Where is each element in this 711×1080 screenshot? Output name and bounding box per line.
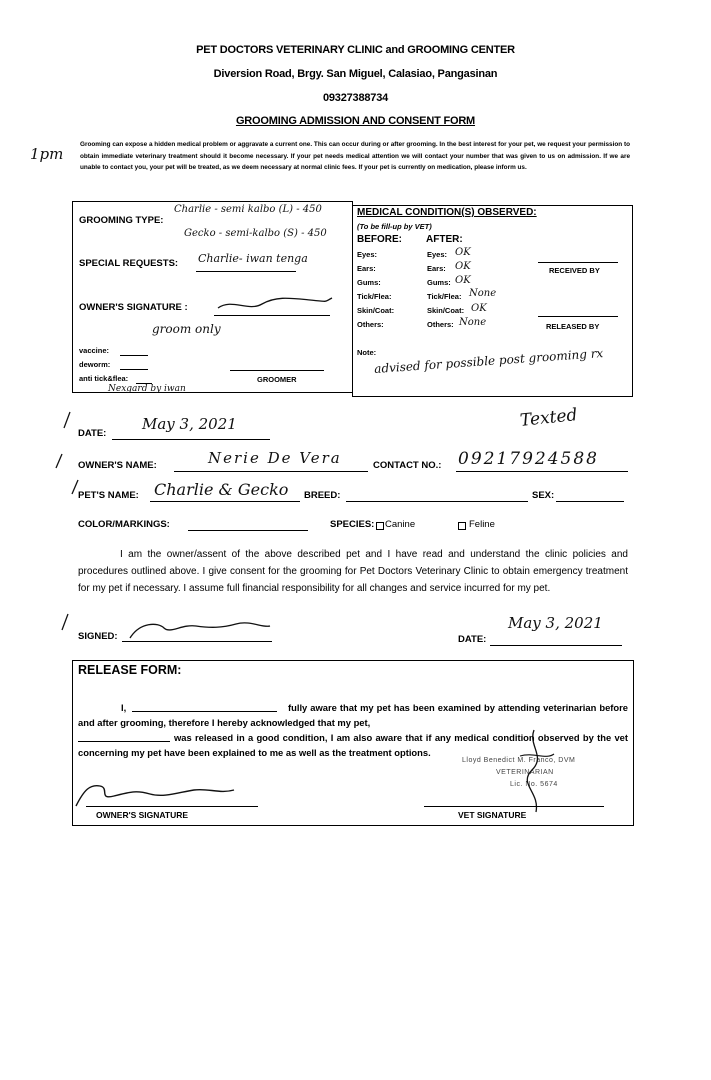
- texted-note: Texted: [519, 405, 579, 431]
- anti-tick-value: Nexgard by iwan: [108, 384, 186, 394]
- before-item-label: Ears:: [357, 264, 376, 273]
- color-line: [188, 530, 308, 531]
- note-value: advised for possible post grooming rx: [373, 346, 604, 376]
- before-item-label: Gums:: [357, 278, 381, 287]
- deworm-label: deworm:: [79, 360, 111, 369]
- date-label: DATE:: [78, 428, 107, 439]
- signed-label: SIGNED:: [78, 631, 118, 642]
- pet-name-label: PET'S NAME:: [78, 490, 139, 501]
- medical-row: [357, 317, 507, 334]
- after-item-label: Gums:: [427, 278, 451, 287]
- sex-line: [556, 501, 624, 502]
- after-item-label: Eyes:: [427, 250, 448, 259]
- owner-name-label: OWNER'S NAME:: [78, 460, 157, 471]
- release-title: RELEASE FORM:: [78, 663, 182, 677]
- contact-label: CONTACT NO.:: [373, 460, 442, 471]
- after-item-value: None: [459, 317, 487, 328]
- signed-date-line: [490, 645, 622, 646]
- special-requests-label: SPECIAL REQUESTS:: [79, 258, 179, 269]
- before-item-label: Eyes:: [357, 250, 378, 259]
- release-text-1: fully aware that my pet has been examined by attending veterinarian before and after grooming, therefore I hereby acknowledged that my pet,: [78, 702, 628, 728]
- pet-name-line: [150, 501, 300, 502]
- medical-rows: [357, 247, 507, 334]
- note-label: Note:: [357, 348, 377, 357]
- vet-release-label: VET SIGNATURE: [458, 810, 527, 820]
- release-i-label: I,: [121, 702, 127, 713]
- contact-value: 09217924588: [458, 449, 599, 469]
- after-item-value: OK: [455, 247, 471, 258]
- margin-tick-marks: [52, 402, 82, 632]
- groomer-label: GROOMER: [257, 375, 297, 384]
- clinic-address: Diversion Road, Brgy. San Miguel, Calasiao, Pangasinan: [213, 68, 498, 80]
- canine-label: Canine: [385, 519, 416, 530]
- received-by-line: [538, 262, 618, 263]
- owners-signature-line: [214, 315, 330, 316]
- after-item-label: Skin/Coat:: [427, 306, 465, 315]
- form-title: GROOMING ADMISSION AND CONSENT FORM: [235, 115, 476, 127]
- before-item-label: Tick/Flea:: [357, 292, 392, 301]
- intro-paragraph: Grooming can expose a hidden medical problem or aggravate a current one. This can occur during or after grooming. In the best interest for your pet, we request your permission to obtain immediate veterinary treatment should it become necessary. If your pet needs medical attention we will contact your number that was given to us on admission. If we are unable to contact you, your pet will be treated, as we deem necessary at normal clinic fees. If your pet is currently on medication, please inform us.: [80, 141, 630, 171]
- vet-signature: [510, 726, 560, 816]
- consent-paragraph: I am the owner/assent of the above described pet and I have read and understand the clinic policies and procedures outlined above. I give consent for the grooming for Pet Doctors Veterinary Clinic to obtain emergency treatment for my pet if necessary. I assume full financial responsibility for all changes and service incurred for my pet.: [78, 549, 628, 594]
- owner-name-line: [174, 471, 368, 472]
- special-requests-line: [196, 271, 296, 272]
- groomer-line: [230, 370, 324, 371]
- after-item-label: Ears:: [427, 264, 446, 273]
- medical-row: [357, 261, 507, 278]
- vaccine-line: [120, 355, 148, 356]
- after-item-value: None: [469, 288, 497, 299]
- medical-title: MEDICAL CONDITION(S) OBSERVED:: [357, 207, 537, 218]
- after-item-label: Others:: [427, 320, 454, 329]
- contact-line: [456, 471, 628, 472]
- after-item-label: Tick/Flea:: [427, 292, 462, 301]
- signed-date-value: May 3, 2021: [508, 614, 603, 632]
- after-item-value: OK: [455, 275, 471, 286]
- anti-tick-label: anti tick&flea:: [79, 374, 129, 383]
- owner-release-line: [86, 806, 258, 807]
- species-label: SPECIES:: [330, 519, 375, 530]
- margin-note: 1pm: [30, 145, 64, 163]
- pet-name-value: Charlie & Gecko: [154, 480, 289, 499]
- sex-label: SEX:: [532, 490, 555, 501]
- after-item-value: OK: [455, 261, 471, 272]
- feline-checkbox[interactable]: [458, 522, 466, 530]
- color-label: COLOR/MARKINGS:: [78, 519, 170, 530]
- signed-date-label: DATE:: [458, 634, 487, 645]
- groom-note: groom only: [152, 322, 221, 336]
- canine-checkbox[interactable]: [376, 522, 384, 530]
- vet-release-line: [424, 806, 604, 807]
- before-label: BEFORE:: [357, 234, 402, 245]
- before-item-label: Skin/Coat:: [357, 306, 395, 315]
- date-value: May 3, 2021: [142, 415, 237, 433]
- vaccine-label: vaccine:: [79, 346, 110, 355]
- signed-line: [122, 641, 272, 642]
- deworm-line: [120, 369, 148, 370]
- owner-release-label: OWNER'S SIGNATURE: [96, 810, 189, 820]
- after-label: AFTER:: [426, 234, 463, 245]
- date-line: [112, 439, 270, 440]
- grooming-type-line2: Gecko - semi-kalbo (S) - 450: [184, 228, 327, 239]
- clinic-name: PET DOCTORS VETERINARY CLINIC and GROOMING CENTER: [196, 44, 515, 56]
- released-by-label: RELEASED BY: [546, 322, 600, 331]
- breed-label: BREED:: [304, 490, 341, 501]
- medical-row: [357, 247, 507, 264]
- signed-signature: [124, 614, 274, 644]
- after-item-value: OK: [471, 303, 487, 314]
- owner-name-value: Nerie De Vera: [208, 449, 342, 467]
- feline-label: Feline: [469, 519, 495, 530]
- stamp-title: VETERINARIAN: [496, 769, 554, 776]
- release-text-2: was released in a good condition, I am also aware that if any medical condition observed by the vet concerning my pet have been explained to me as well as the treatment options.: [78, 732, 628, 758]
- special-requests-value: Charlie- iwan tenga: [198, 252, 308, 265]
- grooming-type-line1: Charlie - semi kalbo (L) - 450: [174, 204, 322, 215]
- owners-signature-label: OWNER'S SIGNATURE :: [79, 302, 188, 313]
- medical-subtitle: (To be fill-up by VET): [357, 222, 432, 231]
- released-by-line: [538, 316, 618, 317]
- breed-line: [346, 501, 528, 502]
- received-by-label: RECEIVED BY: [549, 266, 600, 275]
- stamp-license: Lic. No. 5674: [510, 781, 558, 788]
- stamp-name: Lloyd Benedict M. Franco, DVM: [462, 757, 576, 764]
- clinic-phone: 09327388734: [322, 92, 389, 104]
- before-item-label: Others:: [357, 320, 384, 329]
- grooming-type-label: GROOMING TYPE:: [79, 215, 164, 226]
